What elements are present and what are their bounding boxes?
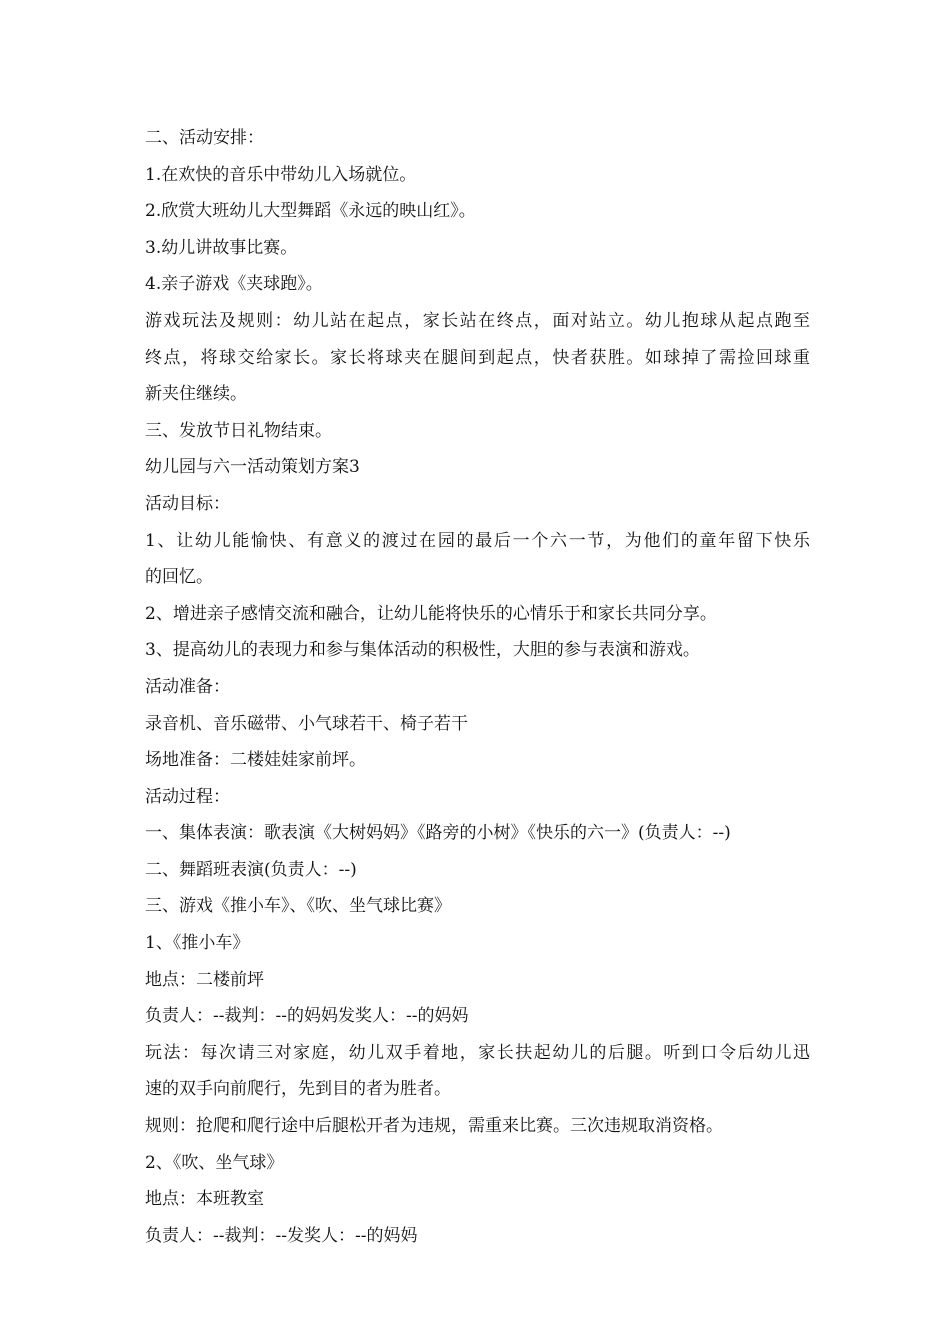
paragraph-line: 的回忆。 bbox=[145, 567, 213, 588]
section-heading: 二、活动安排： bbox=[145, 128, 264, 148]
paragraph-line: 地点：本班教室 bbox=[145, 1189, 264, 1210]
paragraph-line: 场地准备：二楼娃娃家前坪。 bbox=[145, 750, 366, 771]
list-item: 4.亲子游戏《夹球跑》。 bbox=[145, 274, 323, 295]
list-item: 1.在欢快的音乐中带幼儿入场就位。 bbox=[145, 164, 417, 185]
paragraph-line: 规则：抢爬和爬行途中后腿松开者为违规，需重来比赛。三次违规取消资格。 bbox=[145, 1116, 723, 1137]
section-heading: 活动目标： bbox=[145, 493, 230, 514]
list-item: 二、舞蹈班表演(负责人：--) bbox=[145, 859, 357, 880]
list-item: 2.欣赏大班幼儿大型舞蹈《永远的映山红》。 bbox=[145, 201, 476, 222]
paragraph-line: 录音机、音乐磁带、小气球若干、椅子若干 bbox=[145, 713, 468, 734]
section-heading: 活动准备： bbox=[145, 676, 230, 697]
list-item: 一、集体表演：歌表演《大树妈妈》《路旁的小树》《快乐的六一》(负责人：--) bbox=[145, 823, 731, 844]
document-body bbox=[145, 120, 810, 1254]
paragraph-line: 玩法：每次请三对家庭，幼儿双手着地，家长扶起幼儿的后腿。听到口令后幼儿迅 bbox=[145, 1042, 810, 1063]
subsection-heading: 2、《吹、坐气球》 bbox=[145, 1152, 284, 1173]
section-heading: 活动过程： bbox=[145, 786, 230, 807]
paragraph-line: 速的双手向前爬行，先到目的者为胜者。 bbox=[145, 1079, 451, 1100]
list-item: 三、游戏《推小车》、《吹、坐气球比赛》 bbox=[145, 896, 451, 917]
document-title: 幼儿园与六一活动策划方案3 bbox=[145, 457, 360, 478]
paragraph-line: 地点：二楼前坪 bbox=[145, 969, 264, 990]
paragraph-line: 终点，将球交给家长。家长将球夹在腿间到起点，快者获胜。如球掉了需捡回球重 bbox=[145, 347, 810, 368]
section-heading: 三、发放节日礼物结束。 bbox=[145, 420, 332, 441]
subsection-heading: 1、《推小车》 bbox=[145, 933, 250, 954]
paragraph-line: 新夹住继续。 bbox=[145, 384, 247, 405]
paragraph-line: 1、让幼儿能愉快、有意义的渡过在园的最后一个六一节，为他们的童年留下快乐 bbox=[145, 530, 810, 551]
list-item: 2、增进亲子感情交流和融合，让幼儿能将快乐的心情乐于和家长共同分享。 bbox=[145, 603, 717, 624]
list-item: 3、提高幼儿的表现力和参与集体活动的积极性，大胆的参与表演和游戏。 bbox=[145, 640, 700, 661]
paragraph-line: 负责人：--裁判：--发奖人：--的妈妈 bbox=[145, 1225, 418, 1246]
list-item: 3.幼儿讲故事比赛。 bbox=[145, 237, 298, 258]
paragraph-line: 负责人：--裁判：--的妈妈发奖人：--的妈妈 bbox=[145, 1006, 469, 1027]
paragraph-line: 游戏玩法及规则：幼儿站在起点，家长站在终点，面对站立。幼儿抱球从起点跑至 bbox=[145, 310, 810, 331]
